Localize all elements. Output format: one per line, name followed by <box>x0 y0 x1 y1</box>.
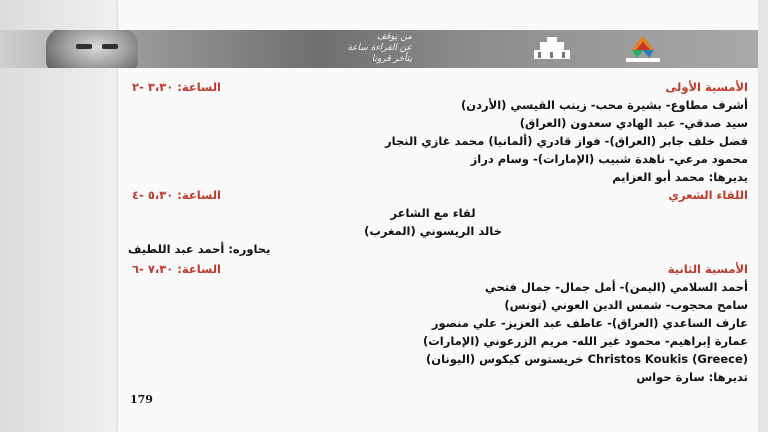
header-banner <box>0 30 758 68</box>
portrait-image <box>46 30 138 68</box>
banner-slogan-line: عن القراءة ساعة <box>347 43 412 53</box>
time-value: ٥،٣٠ -٤ <box>132 188 174 202</box>
banner-slogan-line: يتأخر قرونا <box>371 54 412 64</box>
participants-line: عمارة إبراهيم- محمود غير الله- مريم الزرعوني (الإمارات) <box>422 334 748 348</box>
program-content <box>118 76 748 420</box>
time-value: ٧،٣٠ -٦ <box>132 262 174 276</box>
section-heading: الأمسية الأولى <box>665 80 748 94</box>
moderator-line: تديرها: سارة حواس <box>636 370 748 384</box>
section-heading: اللقاء الشعري <box>668 188 748 202</box>
banner-slogan <box>302 32 412 65</box>
moderator-line: يديرها: محمد أبو العزايم <box>612 170 748 184</box>
participants-line: أشرف مطاوع- بشيرة محب- زينب القيسي (الأردن) <box>461 98 748 112</box>
participants-line: أحمد السلامي (اليمن)- أمل جمال- جمال فتحي <box>484 280 748 294</box>
participants-line: فضل خلف جابر (العراق)- فواز قادري (ألمانيا) محمد غازي النجار <box>385 134 748 148</box>
section-heading: الأمسية الثانية <box>667 262 748 276</box>
time-value: ٣،٣٠ -٢ <box>132 80 174 94</box>
section-time <box>132 262 221 276</box>
portrait-eye-icon <box>102 44 118 49</box>
participants-line: سيد صدقي- عبد الهادي سعدون (العراق) <box>519 116 748 130</box>
participants-line: عارف الساعدي (العراق)- عاطف عبد العزيز- علي منصور <box>431 316 748 330</box>
time-label: الساعة: <box>177 262 221 276</box>
portrait-eye-icon <box>76 44 92 49</box>
time-label: الساعة: <box>177 80 221 94</box>
participants-line: سامح محجوب- شمس الدين العوني (تونس) <box>504 298 748 312</box>
page-number: 179 <box>130 393 153 406</box>
time-label: الساعة: <box>177 188 221 202</box>
book-fair-logo-icon <box>620 34 666 64</box>
poet-line: خالد الريسوني (المغرب) <box>364 224 502 238</box>
participants-line: محمود مرعي- ناهدة شبيب (الإمارات)- وسام دراز <box>470 152 748 166</box>
participants-line <box>426 352 748 366</box>
moderator-line: يحاوره: أحمد عبد اللطيف <box>128 242 271 256</box>
banner-slogan-line: من يوقف <box>376 32 412 42</box>
arabic-name: خريستوس كيكوس (اليونان) <box>426 352 584 366</box>
section-time <box>132 188 221 202</box>
section-time <box>132 80 221 94</box>
right-margin <box>758 0 768 432</box>
meeting-line: لقاء مع الشاعر <box>390 206 476 220</box>
latin-name: Christos Koukis (Greece) <box>587 352 748 366</box>
ministry-logo-icon <box>530 36 574 62</box>
